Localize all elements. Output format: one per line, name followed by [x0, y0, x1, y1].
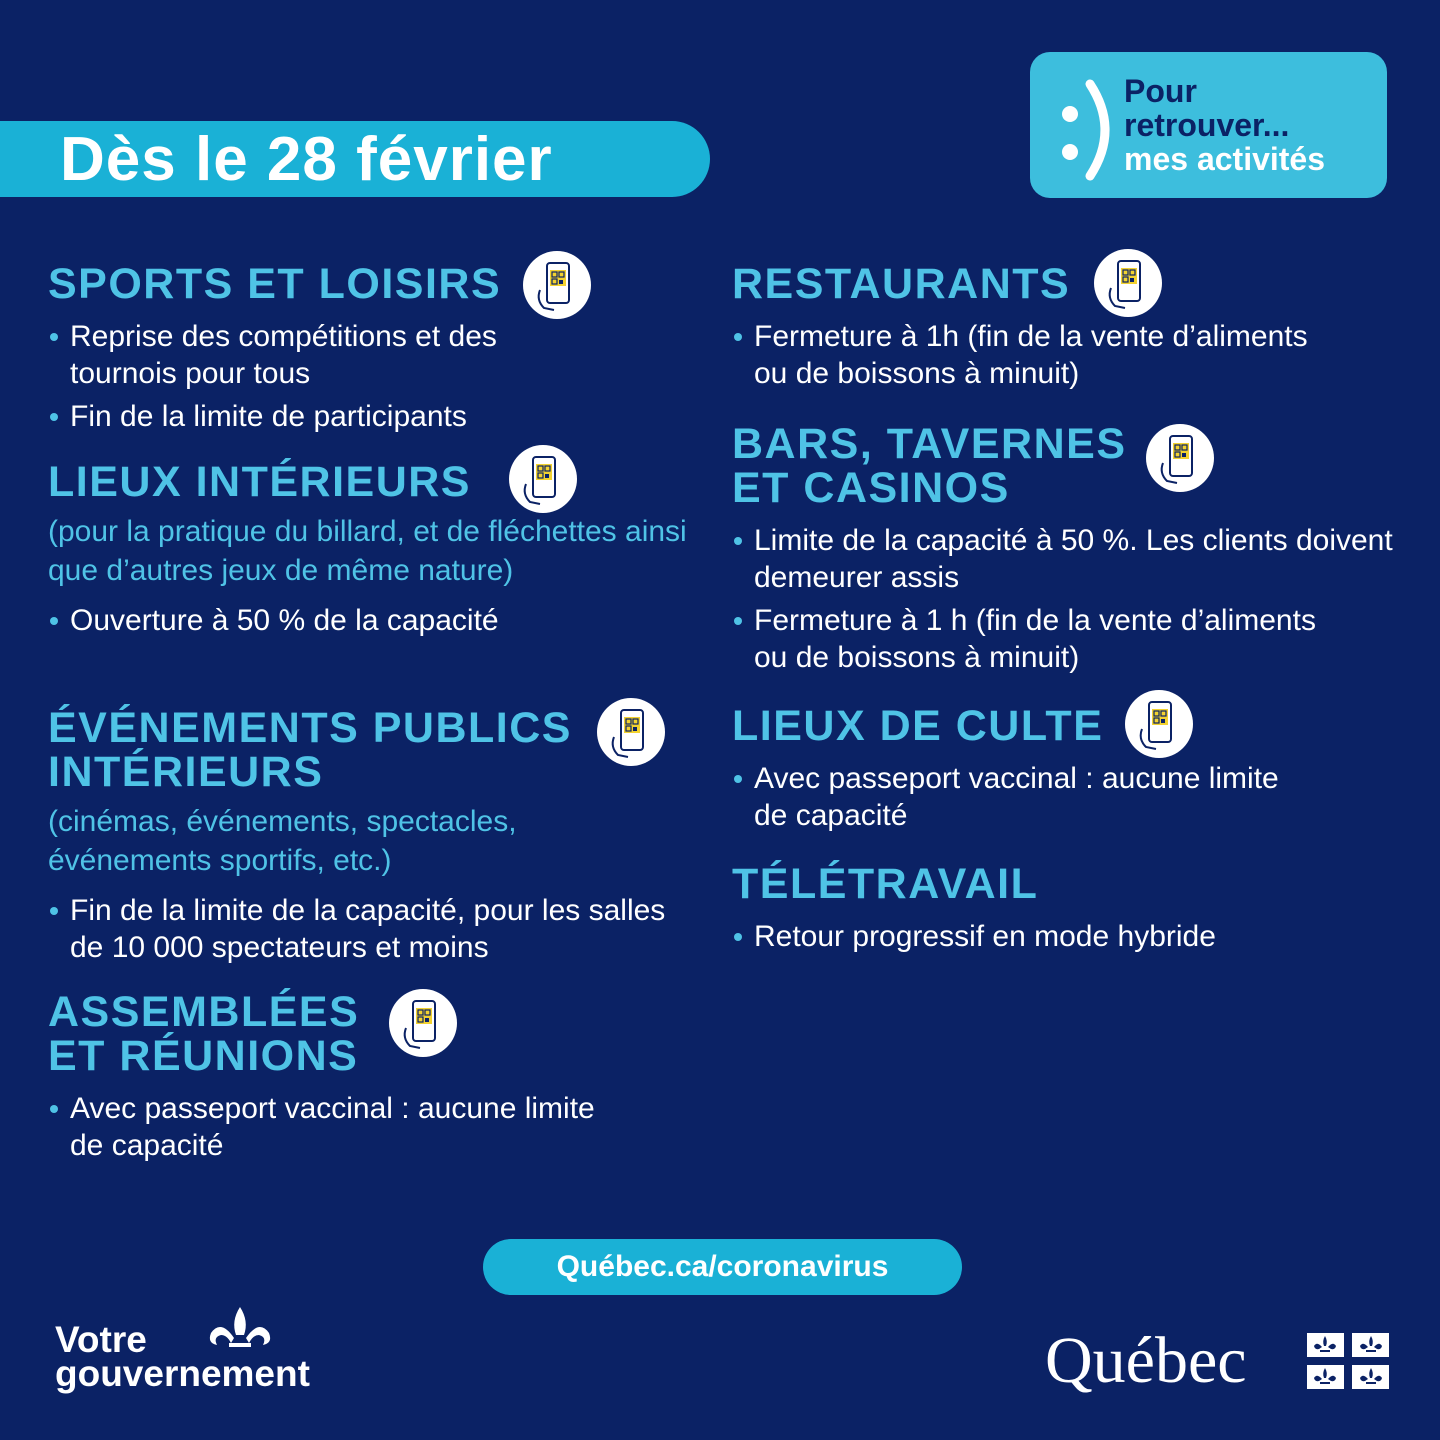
quebec-flag-icon [1307, 1333, 1389, 1389]
section-evenements-subtitle: (cinémas, événements, spectacles, événements sportifs, etc.) [48, 805, 517, 877]
section-lieux-interieurs-list [48, 602, 698, 639]
phone-qr-code-icon [1145, 423, 1215, 493]
votre-gouvernement-text [55, 1319, 310, 1394]
section-bars-list [732, 522, 1412, 676]
section-bars-title-2: ET CASINOS [732, 464, 1010, 512]
section-evenements-title-2: INTÉRIEURS [48, 748, 324, 796]
list-item: Avec passeport vaccinal : aucune limite de capacité [732, 760, 1314, 834]
section-teletravail-list [732, 918, 1412, 955]
phone-qr-code-icon [508, 444, 578, 514]
section-teletravail [732, 862, 1412, 961]
section-lieux-interieurs [48, 460, 698, 645]
section-sports [48, 262, 698, 441]
section-restaurants-list [732, 318, 1412, 392]
badge-line2: retrouver... [1124, 107, 1290, 143]
section-teletravail-title: TÉLÉTRAVAIL [732, 860, 1039, 908]
badge-line1: Pour [1124, 73, 1197, 109]
section-restaurants [732, 262, 1412, 398]
quebec-logo [1045, 1325, 1390, 1405]
section-evenements-list [48, 892, 698, 966]
section-restaurants-title: RESTAURANTS [732, 260, 1071, 308]
list-item: Fermeture à 1 h (fin de la vente d’aliments ou de boissons à minuit) [732, 602, 1344, 676]
list-item: Ouverture à 50 % de la capacité [48, 602, 698, 639]
pour-retrouver-badge [1030, 52, 1387, 198]
badge-line3: mes activités [1124, 141, 1326, 177]
section-sports-title: SPORTS ET LOISIRS [48, 260, 502, 308]
list-item: Reprise des compétitions et des tournois pour tous [48, 318, 510, 392]
phone-qr-code-icon [596, 697, 666, 767]
list-item: Fermeture à 1h (fin de la vente d’aliments ou de boissons à minuit) [732, 318, 1344, 392]
date-banner-text: Dès le 28 février [60, 124, 553, 194]
list-item: Avec passeport vaccinal : aucune limite de capacité [48, 1090, 630, 1164]
date-banner [0, 121, 710, 197]
section-assemblees [48, 990, 698, 1170]
coronavirus-url-link[interactable] [483, 1239, 962, 1295]
section-assemblees-title-1: ASSEMBLÉES [48, 988, 360, 1036]
list-item: Retour progressif en mode hybride [732, 918, 1412, 955]
quebec-wordmark: Québec [1045, 1324, 1247, 1397]
section-bars [732, 422, 1412, 682]
section-culte-title: LIEUX DE CULTE [732, 702, 1104, 750]
list-item: Fin de la limite de la capacité, pour les salles de 10 000 spectateurs et moins [48, 892, 695, 966]
section-lieux-interieurs-subtitle: (pour la pratique du billard, et de fléchettes ainsi que d’autres jeux de même nature) [48, 515, 687, 587]
section-assemblees-list [48, 1090, 698, 1164]
smiley-face-icon [1048, 66, 1128, 186]
section-assemblees-title-2: ET RÉUNIONS [48, 1032, 359, 1080]
section-lieux-interieurs-title: LIEUX INTÉRIEURS [48, 458, 471, 506]
phone-qr-code-icon [388, 988, 458, 1058]
section-bars-title-1: BARS, TAVERNES [732, 420, 1127, 468]
section-evenements-title-1: ÉVÉNEMENTS PUBLICS [48, 704, 572, 752]
list-item: Limite de la capacité à 50 %. Les clients doivent demeurer assis [732, 522, 1414, 596]
votre-gouvernement-logo [55, 1305, 365, 1405]
phone-qr-code-icon [522, 250, 592, 320]
section-sports-list [48, 318, 698, 435]
gov-line1: Votre [55, 1319, 147, 1360]
phone-qr-code-icon [1093, 248, 1163, 318]
pour-retrouver-text [1124, 74, 1325, 176]
phone-qr-code-icon [1124, 689, 1194, 759]
gov-line2: gouvernement [55, 1353, 310, 1394]
section-culte-list [732, 760, 1412, 834]
list-item: Fin de la limite de participants [48, 398, 698, 435]
section-culte [732, 704, 1412, 840]
coronavirus-url-text: Québec.ca/coronavirus [556, 1250, 889, 1283]
